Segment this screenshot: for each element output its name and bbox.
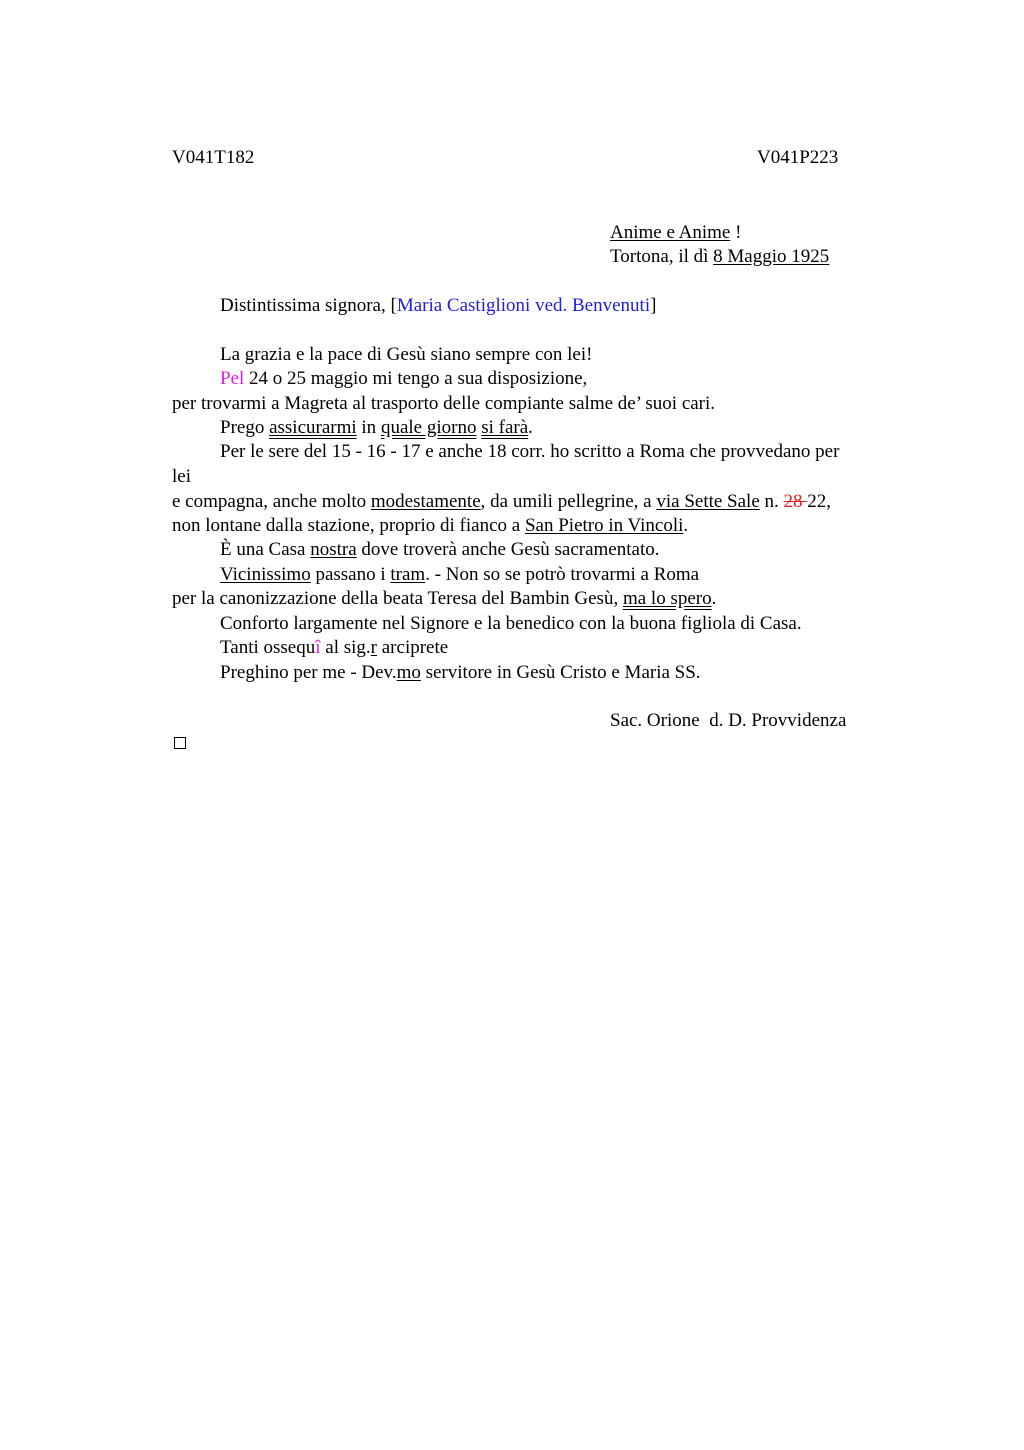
- underlined-nostra: nostra: [310, 539, 357, 560]
- document-code-right: V041P223: [757, 147, 839, 168]
- underlined-modestamente: modestamente: [370, 491, 481, 512]
- end-marker-box: [174, 737, 186, 749]
- body-line-8: [172, 514, 688, 538]
- text-span: È una Casa: [220, 539, 311, 560]
- salutation-text: Distintissima signora, [: [220, 295, 397, 316]
- motto-line: [610, 221, 741, 245]
- editorial-pel: Pel: [220, 368, 245, 389]
- text-span: 22,: [807, 491, 832, 512]
- body-line-13: [220, 636, 448, 660]
- motto-suffix: !: [730, 222, 742, 243]
- signature: Sac. Orione d. D. Provvidenza: [610, 710, 847, 731]
- place-date-line: [610, 245, 829, 269]
- underlined-san-pietro: San Pietro in Vincoli: [524, 515, 684, 536]
- body-line-2: [220, 367, 587, 391]
- body-line-10: [220, 563, 699, 587]
- text-span: , da umili pellegrine, a: [480, 491, 657, 512]
- salutation: [220, 294, 656, 318]
- text-span: per la canonizzazione della beata Teresa del Bambin Gesù,: [172, 588, 623, 609]
- place: Tortona, il dì: [610, 246, 714, 267]
- underlined-via-sette-sale: via Sette Sale: [656, 491, 760, 512]
- text-span: . - Non so se potrò trovarmi a Roma: [425, 564, 700, 585]
- text-span: servitore in Gesù Cristo e Maria SS.: [420, 662, 701, 683]
- body-line-6: lei: [172, 466, 191, 487]
- body-line-5: Per le sere del 15 - 16 - 17 e anche 18 corr. ho scritto a Roma che provvedano per: [220, 441, 840, 462]
- underlined-si-fara: si farà: [481, 417, 529, 438]
- document-code-left: V041T182: [172, 147, 255, 168]
- text-span: Tanti ossequ: [220, 637, 316, 658]
- motto: Anime e Anime: [610, 222, 731, 243]
- deleted-number: 28: [783, 491, 808, 512]
- underlined-superscript-r: r: [370, 637, 377, 658]
- text-span: in: [356, 417, 381, 438]
- text-span: arciprete: [377, 637, 449, 658]
- letter-date: 8 Maggio 1925: [713, 246, 830, 267]
- text-span: dove troverà anche Gesù sacramentato.: [356, 539, 660, 560]
- body-line-12: Conforto largamente nel Signore e la benedico con la buona figliola di Casa.: [220, 613, 802, 634]
- text-span: Prego: [220, 417, 270, 438]
- text-span: al sig.: [320, 637, 371, 658]
- text-span: non lontane dalla stazione, proprio di fianco a: [172, 515, 525, 536]
- underlined-tram: tram: [390, 564, 426, 585]
- text-span: Preghino per me - Dev.: [220, 662, 397, 683]
- underlined-mo: mo: [396, 662, 421, 683]
- body-line-7: [172, 490, 831, 514]
- text-span: .: [528, 417, 533, 438]
- recipient-name: Maria Castiglioni ved. Benvenuti: [396, 295, 651, 316]
- body-line-4: [220, 416, 533, 440]
- body-line-3: per trovarmi a Magreta al trasporto delle compiante salme de’ suoi cari.: [172, 393, 716, 414]
- text-span: e compagna, anche molto: [172, 491, 371, 512]
- salutation-close: ]: [650, 295, 657, 316]
- underlined-vicinissimo: Vicinissimo: [220, 564, 311, 585]
- underlined-ma-lo-spero: ma lo spero: [622, 588, 712, 609]
- underlined-quale-giorno: quale giorno: [380, 417, 477, 438]
- text-span: n.: [759, 491, 784, 512]
- body-line-1: La grazia e la pace di Gesù siano sempre con lei!: [220, 344, 593, 365]
- body-line-14: [220, 661, 701, 685]
- body-line-11: [172, 587, 716, 611]
- body-line-9: [220, 538, 659, 562]
- editorial-accent: î: [315, 637, 321, 658]
- text-span: passano i: [310, 564, 391, 585]
- underlined-assicurarmi: assicurarmi: [269, 417, 357, 438]
- body-line-2-rest: 24 o 25 maggio mi tengo a sua disposizione,: [244, 368, 588, 389]
- text-span: .: [711, 588, 717, 609]
- text-span: .: [683, 515, 689, 536]
